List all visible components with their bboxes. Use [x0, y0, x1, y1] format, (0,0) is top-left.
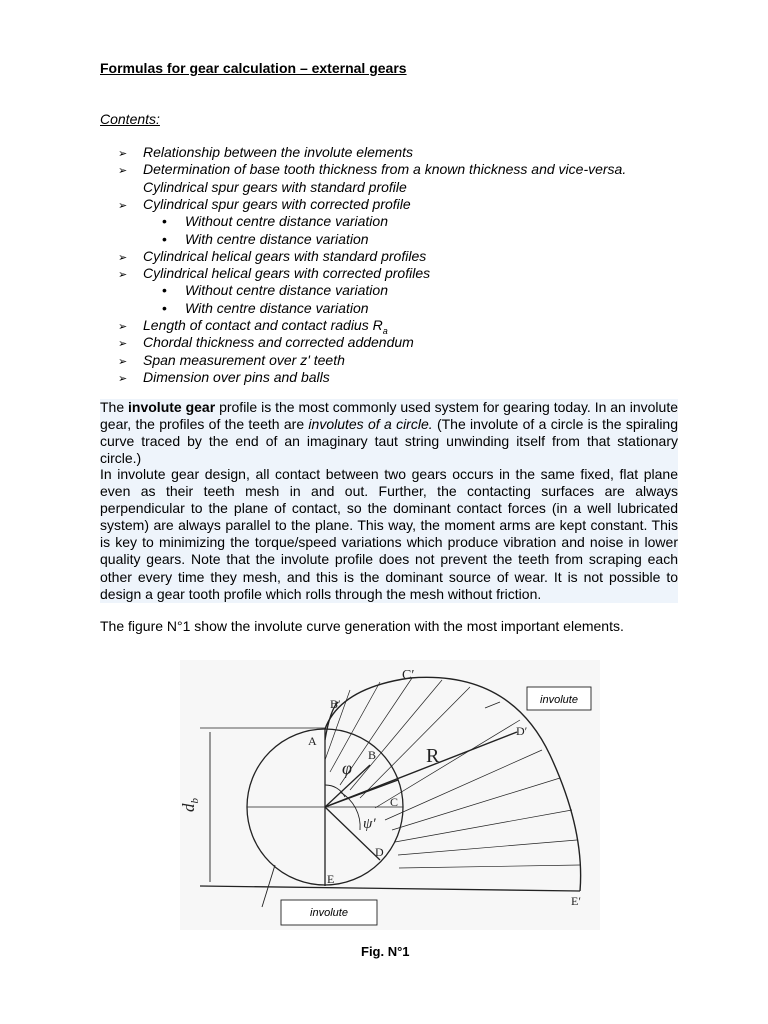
dot-bullet-icon: • [162, 282, 167, 299]
label-D-prime: D′ [516, 724, 528, 738]
contents-item [118, 247, 427, 265]
involute-label-bottom [281, 900, 377, 925]
arrow-bullet-icon: ➢ [118, 321, 128, 333]
dot-bullet-icon: • [162, 230, 167, 247]
arrow-bullet-icon: ➢ [118, 269, 128, 282]
contents-item-text: With centre distance variation [185, 299, 369, 316]
arrow-bullet-icon: ➢ [118, 372, 128, 385]
arrow-bullet-icon: ➢ [118, 251, 128, 264]
arrow-bullet-icon: ➢ [118, 165, 128, 178]
label-psi: ψ′ [363, 816, 376, 832]
contents-item-text: Relationship between the involute elements [143, 144, 414, 160]
contents-item-text: Cylindrical helical gears with standard profiles [143, 247, 427, 264]
arrow-bullet-icon: ➢ [118, 338, 128, 351]
paragraph-involute-design: In involute gear design, all contact between two gears occurs in the same fixed, flat plane even as their teeth mesh in and out. Further, the contacting surfaces are always perpendicular to the plane of contact, so the dominant contact forces (in a well lubricated system) are always parallel to the plane. This way, the moment arms are kept constant. This is key to minimizing the torque/speed variations which produce vibration and noise in lower quality gears. Note that the involute profile does not prevent the teeth from scraping each other every time they mesh, and this is the dominant source of wear. It is not possible to design a gear tooth profile which rolls through the mesh without friction. [100, 466, 678, 602]
label-R: R [426, 745, 440, 767]
contents-item [162, 213, 388, 230]
contents-item [118, 195, 411, 213]
paragraph-figure-reference: The figure N°1 show the involute curve generation with the most important elements. [100, 618, 624, 634]
label-E: E [327, 872, 335, 886]
paragraph-involute-intro: The involute gear profile is the most commonly used system for gearing today. In an involute gear, the profiles of the teeth are involutes of a circle. (The involute of a circle is the spiraling curve traced by the end of an imaginary taut string unwinding itself from that stationary circle.) [100, 399, 679, 467]
label-A: A [308, 734, 317, 748]
contents-item [118, 368, 330, 386]
contents-item-text: Span measurement over z' teeth [143, 351, 345, 368]
label-B: B [368, 748, 377, 762]
contents-item-text: Chordal thickness and corrected addendum [143, 334, 414, 351]
contents-item [162, 282, 388, 299]
involute-diagram [180, 660, 600, 930]
label-phi: φ [342, 758, 352, 778]
contents-item [162, 299, 369, 317]
figure-caption: Fig. N°1 [361, 944, 410, 959]
svg-text:involute: involute [310, 907, 348, 919]
label-B-prime: B′ [330, 697, 341, 711]
contents-item [118, 161, 627, 178]
contents-item [118, 265, 431, 282]
involute-label-top [527, 687, 591, 710]
arrow-bullet-icon: ➢ [118, 199, 128, 212]
contents-item-text: Dimension over pins and balls [143, 368, 330, 385]
document-title: Formulas for gear calculation – external gears [100, 60, 407, 76]
involute-figure [180, 660, 600, 930]
contents-item-text: Without centre distance variation [185, 213, 388, 230]
contents-item [118, 334, 414, 351]
label-D: D [375, 845, 384, 859]
contents-item-text: Cylindrical spur gears with standard profile [143, 178, 407, 195]
arrow-bullet-icon: ➢ [118, 148, 128, 160]
dot-bullet-icon: • [162, 299, 167, 316]
contents-item-text: Without centre distance variation [185, 282, 388, 299]
svg-text:involute: involute [540, 694, 578, 706]
contents-item-text: Cylindrical helical gears with corrected profiles [143, 265, 431, 282]
contents-item-subscript: a [382, 325, 388, 336]
contents-item-text: Cylindrical spur gears with corrected profile [143, 195, 411, 212]
label-db: $d_b$ [180, 798, 201, 812]
contents-item [143, 179, 407, 196]
contents-item-text: Determination of base tooth thickness from a known thickness and vice-versa. [143, 161, 627, 178]
contents-item-text: With centre distance variation [185, 230, 369, 247]
contents-item [118, 351, 345, 369]
label-C-prime: C′ [402, 668, 415, 683]
contents-heading: Contents: [100, 111, 160, 127]
dot-bullet-icon: • [162, 213, 167, 230]
arrow-bullet-icon: ➢ [118, 355, 128, 368]
label-E-prime: E′ [571, 894, 581, 908]
contents-item [118, 144, 414, 161]
label-C: C [390, 795, 399, 809]
contents-item [162, 230, 369, 248]
contents-item-text: Length of contact and contact radius R [143, 317, 383, 333]
